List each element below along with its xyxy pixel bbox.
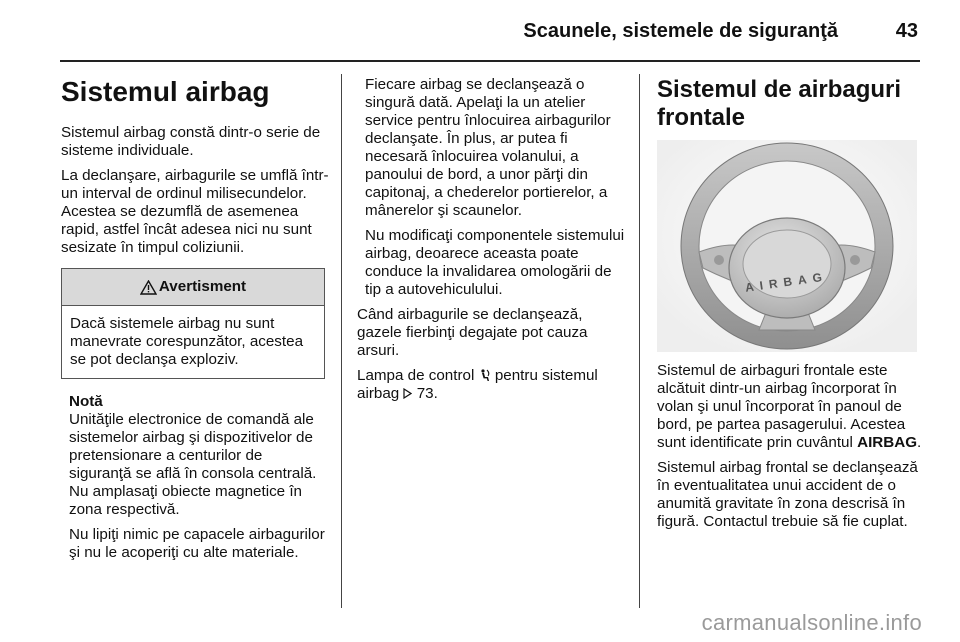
watermark: carmanualsonline.info — [701, 610, 922, 635]
header-title: Scaunele, sistemele de siguranţă — [523, 20, 838, 42]
warning-text: Dacă sistemele airbag nu sunt manevrate corespunzător, acestea se pot declanşa exploziv. — [70, 315, 304, 368]
column-left — [61, 70, 329, 569]
page-reference: 73. — [416, 385, 438, 402]
note-title: Notă — [69, 393, 103, 410]
column-middle — [357, 76, 627, 410]
note-block — [61, 393, 329, 562]
paragraph-control-lamp — [357, 367, 627, 403]
warning-header — [62, 269, 324, 306]
header-rule — [60, 60, 920, 62]
note-paragraph: Fiecare airbag se declanşează o singură dată. Apelaţi la un atelier service pentru înlocuirea airbagurilor declanşate. În plus, ar putea fi necesară înlocuirea volanului, a panoului de bord, a unor părţi din capitonaj, a chederelor portierelor, a mânerelor şi scaunelor. — [365, 76, 611, 219]
note-paragraph: Unităţile electronice de comandă ale sistemelor airbag şi dispozitivelor de pretensionare a centurilor de siguranţă se află în consola centrală. Nu amplasaţi obiecte magnetice în zona respectivă. — [69, 411, 317, 518]
warning-title: Avertisment — [158, 278, 247, 295]
column-right — [657, 70, 923, 538]
paragraph: Sistemul airbag frontal se declanşează în eventualitatea unui accident de o anumită gravitate în zona descrisă în figură. Contactul trebuie să fie cuplat. — [657, 459, 918, 530]
section-heading-front-airbags: Sistemul de airbaguri frontale — [657, 76, 902, 131]
airbag-label: AIRBAG — [744, 269, 829, 295]
airbag-warning-lamp-icon — [479, 369, 491, 382]
airbag-keyword: AIRBAG — [857, 434, 918, 451]
note-continuation — [357, 76, 627, 299]
paragraph-text: . — [917, 434, 922, 451]
warning-box — [61, 268, 325, 379]
page-reference-arrow-icon — [403, 388, 412, 399]
page-number: 43 — [895, 20, 918, 42]
paragraph: Sistemul airbag constă dintr-o serie de sisteme individuale. — [61, 124, 321, 159]
column-divider-right — [639, 74, 640, 608]
paragraph: Când airbagurile se declanşează, gazele fierbinţi degajate pot cauza arsuri. — [357, 306, 588, 359]
note-paragraph: Nu lipiţi nimic pe capacele airbagurilor şi nu le acoperiţi cu alte materiale. — [69, 526, 325, 561]
paragraph-text: Lampa de control — [357, 367, 475, 384]
paragraph — [657, 362, 923, 452]
section-heading-airbag-system: Sistemul airbag — [61, 76, 270, 107]
steering-wheel-figure — [657, 140, 917, 352]
warning-triangle-icon — [140, 280, 157, 295]
paragraph-text: Sistemul de airbaguri frontale este alcătuit dintr-un airbag încorporat în volan şi unul încorporat în panoul de bord, pe partea pasagerului. Acestea sunt identificate prin cuvântul — [657, 362, 906, 451]
paragraph: La declanşare, airbagurile se umflă într-un interval de ordinul milisecundelor. Acestea se dezumflă de asemenea rapid, astfel încât adesea nici nu sunt sesizate în timpul coliziunii. — [61, 167, 329, 256]
paragraph-text: pentru sistemul airbag — [357, 367, 598, 402]
note-paragraph: Nu modificaţi componentele sistemului airbag, deoarece aceasta poate conduce la invalidarea omologării de tip a autovehiculului. — [365, 227, 625, 298]
column-divider-left — [341, 74, 342, 608]
